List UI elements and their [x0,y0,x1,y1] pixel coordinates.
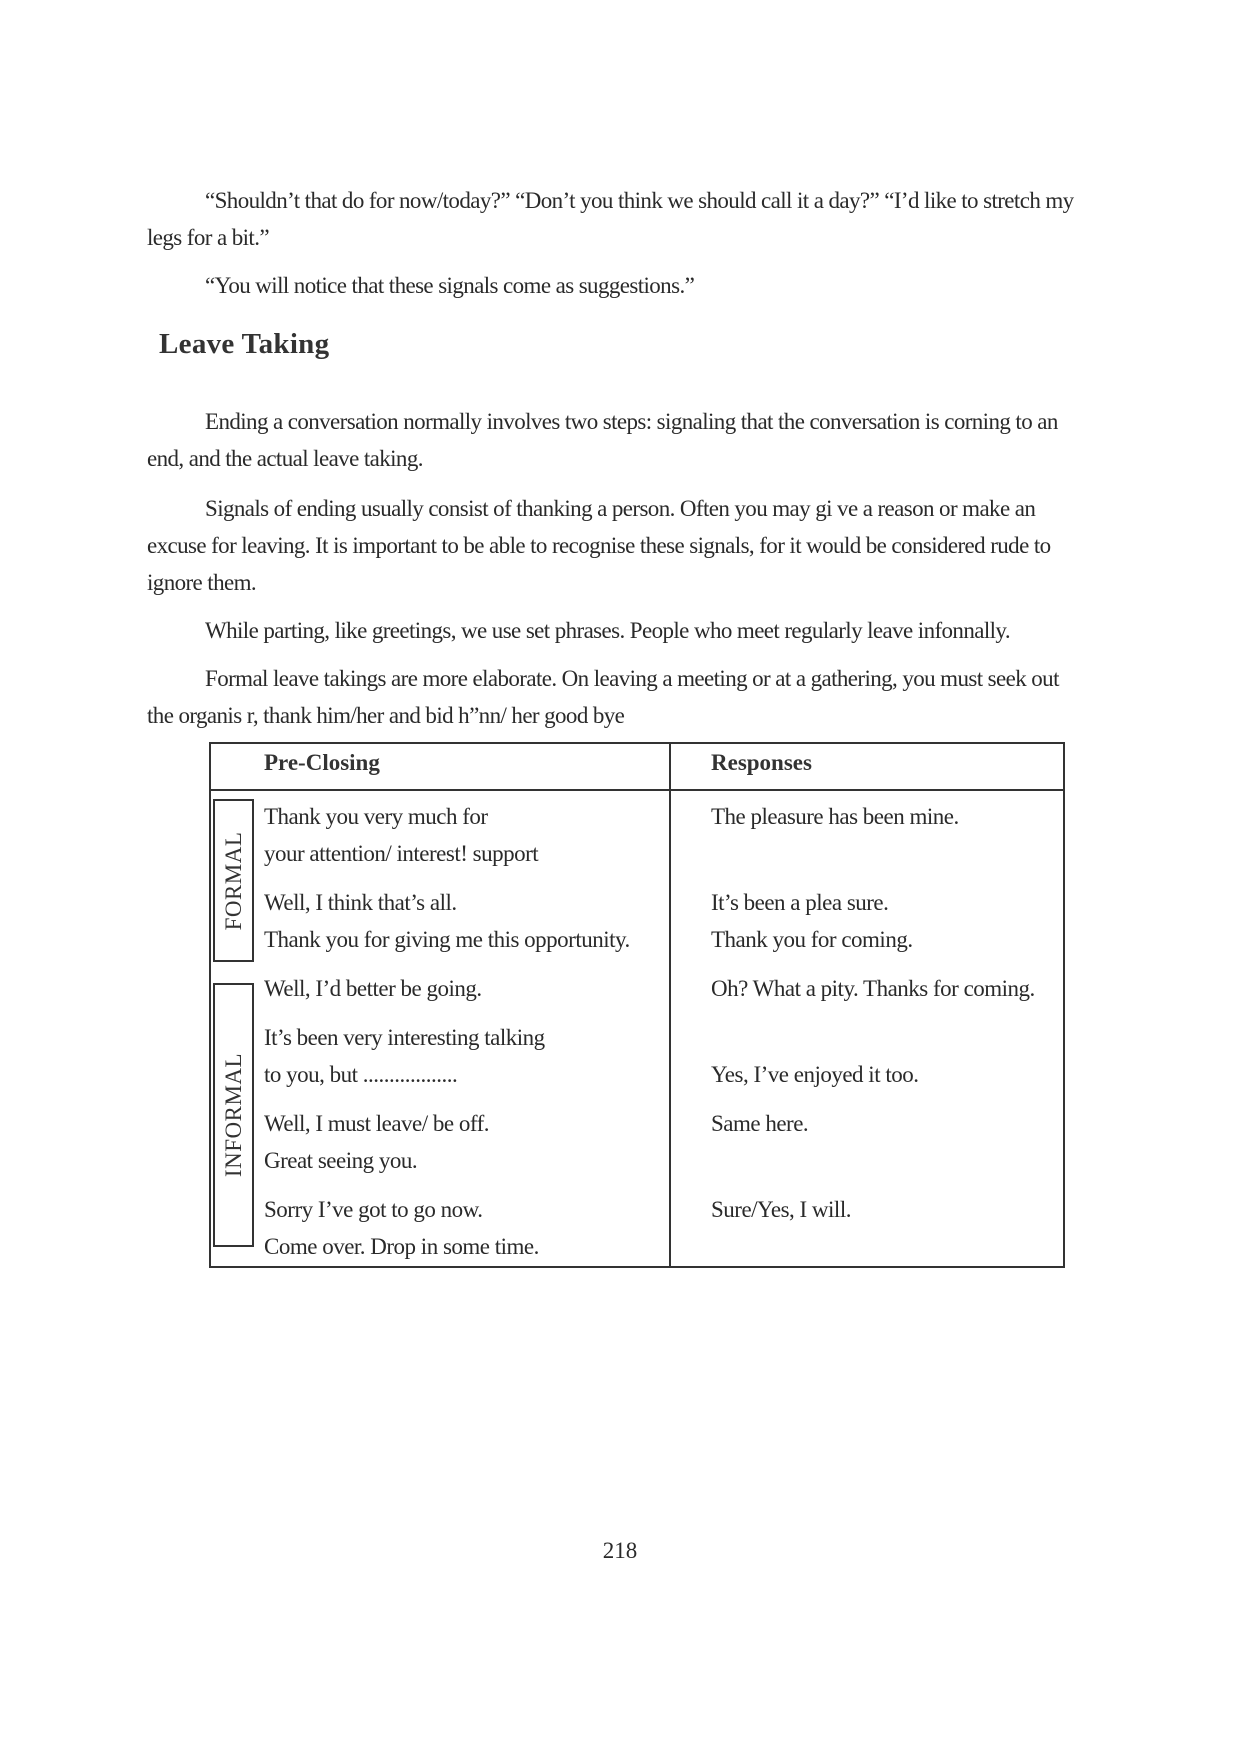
pre-closing-line: Thank you very much for [264,804,488,829]
informal-label-box [213,983,254,1247]
page-number: 218 [602,1538,638,1563]
leave-taking-table [209,742,1065,1268]
pre-closing-line: Well, I think that’s all. [264,890,457,915]
paragraph-formal-leave: Formal leave takings are more elaborate. On leaving a meeting or at a gathering, you must seek out the organis r, thank him/her and bid h”nn/ her good bye [147,666,1059,728]
response-line: It’s been a plea sure. [711,890,889,915]
pre-closing-line: Sorry I’ve got to go now. [264,1197,483,1222]
column-divider [669,744,671,1266]
pre-closing-line: Well, I must leave/ be off. [264,1111,490,1136]
header-responses: Responses [711,750,812,775]
section-heading: Leave Taking [159,328,330,360]
pre-closing-line: Thank you for giving me this opportunity. [264,927,630,952]
pre-closing-line: Well, I’d better be going. [264,976,482,1001]
paragraph-signals-of-ending: Signals of ending usually consist of thanking a person. Often you may gi ve a reason or make an excuse for leaving. It is important to be able to recognise these signals, for it would be considered rude to ignore them. [147,496,1051,595]
pre-closing-line: Great seeing you. [264,1148,418,1173]
header-divider [211,789,1063,791]
response-line: The pleasure has been mine. [711,804,959,829]
pre-closing-line: Come over. Drop in some time. [264,1234,539,1259]
pre-closing-line: to you, but .................. [264,1062,458,1087]
response-line: Thank you for coming. [711,927,913,952]
formal-label: FORMAL [220,831,246,930]
paragraph-set-phrases: While parting, like greetings, we use set phrases. People who meet regularly leave infonnally. [205,618,1010,643]
paragraph-suggestions: “You will notice that these signals come as suggestions.” [205,273,695,298]
informal-label: INFORMAL [220,1052,246,1178]
response-line: Same here. [711,1111,809,1136]
paragraph-closing-signals: “Shouldn’t that do for now/today?” “Don’t you think we should call it a day?” “I’d like to stretch my legs for a bit.” [147,188,1074,250]
header-pre-closing: Pre-Closing [264,750,380,775]
response-line: Oh? What a pity. Thanks for coming. [711,976,1035,1001]
pre-closing-line: It’s been very interesting talking [264,1025,545,1050]
response-line: Sure/Yes, I will. [711,1197,851,1222]
paragraph-ending-steps: Ending a conversation normally involves two steps: signaling that the conversation is corning to an end, and the actual leave taking. [147,409,1058,471]
pre-closing-line: your attention/ interest! support [264,841,539,866]
response-line: Yes, I’ve enjoyed it too. [711,1062,919,1087]
formal-label-box [213,799,254,962]
